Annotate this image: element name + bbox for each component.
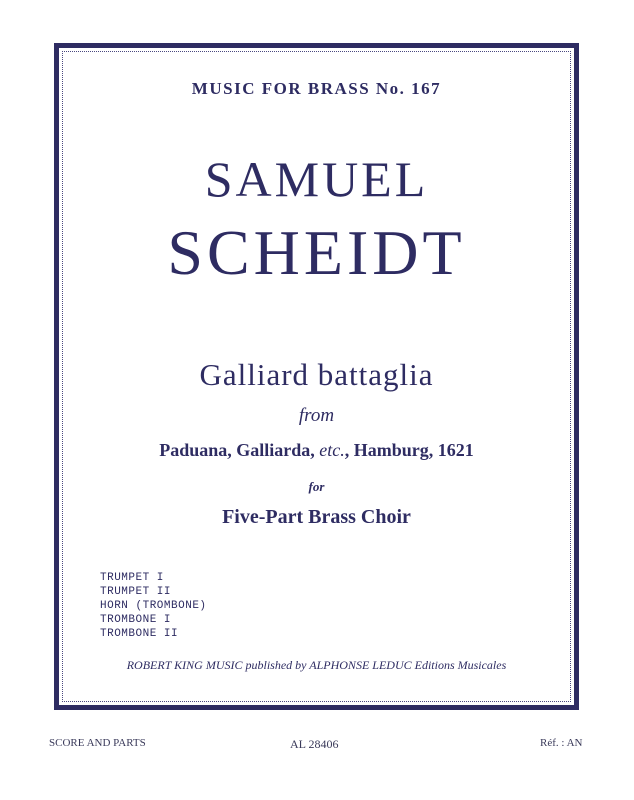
instrument-item: HORN (TROMBONE) — [100, 600, 207, 612]
source-collection — [54, 440, 579, 461]
instrument-item: TROMBONE II — [100, 628, 179, 640]
footer-edition-type: SCORE AND PARTS — [49, 737, 146, 749]
publisher-line: ROBERT KING MUSIC published by ALPHONSE LEDUC Editions Musicales — [126, 658, 507, 672]
source-etc: etc. — [319, 440, 345, 460]
source-prefix: Paduana, Galliarda, — [159, 440, 320, 460]
instrument-item: TRUMPET I — [100, 572, 164, 584]
ensemble-name: Five-Part Brass Choir — [222, 506, 411, 528]
from-label: from — [298, 405, 335, 426]
instrument-item: TRUMPET II — [100, 586, 172, 598]
composer-last-name: SCHEIDT — [167, 217, 466, 288]
instrument-item: TROMBONE I — [100, 614, 172, 626]
footer-reference: Réf. : AN — [540, 737, 583, 749]
work-title: Galliard battaglia — [199, 357, 434, 392]
composer-first-name: SAMUEL — [204, 151, 429, 207]
source-suffix: , Hamburg, 1621 — [344, 440, 474, 460]
instrument-list — [100, 571, 207, 641]
series-title: MUSIC FOR BRASS No. 167 — [191, 79, 442, 98]
footer-catalog-number: AL 28406 — [290, 737, 339, 751]
for-label: for — [308, 479, 325, 494]
